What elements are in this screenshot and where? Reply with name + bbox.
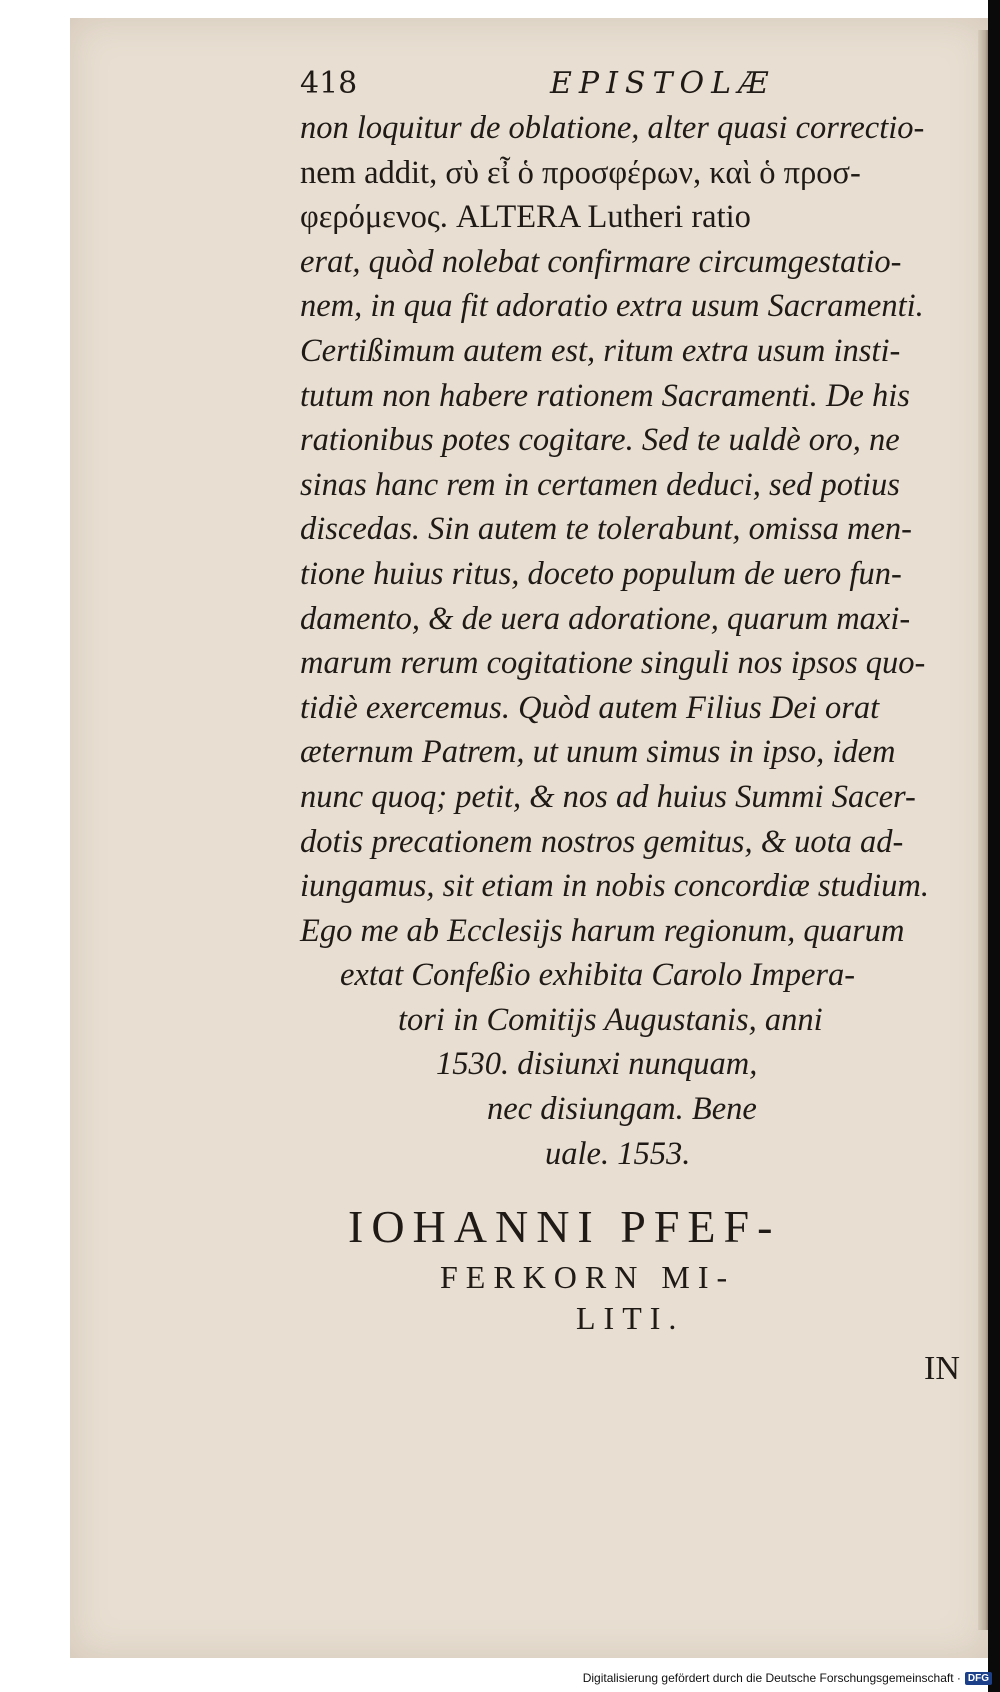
text-line: tidiè exercemus. Quòd autem Filius Dei orat (300, 689, 880, 726)
text-line: nem, in qua fit adoratio extra usum Sacramenti. (300, 288, 924, 325)
letter-heading (300, 1200, 980, 1337)
body-text (300, 106, 980, 1176)
digitization-credit (583, 1666, 992, 1690)
text-line: tione huius ritus, doceto populum de uero fun- (300, 555, 902, 592)
text-line: dotis precationem nostros gemitus, & uota ad- (300, 823, 904, 860)
text-line: tori in Comitijs Augustanis, anni (398, 1001, 823, 1038)
text-line: nunc quoq; petit, & nos ad huius Summi Sacer- (300, 778, 916, 815)
credit-text: Digitalisierung gefördert durch die Deutsche Forschungsgemeinschaft · (582, 1671, 961, 1685)
text-line: æternum Patrem, ut unum simus in ipso, idem (300, 734, 896, 771)
text-line: rationibus potes cogitare. Sed te ualdè oro, ne (300, 422, 900, 459)
heading-line: FERKORN MI- (440, 1259, 736, 1295)
text-line: sinas hanc rem in certamen deduci, sed potius (300, 466, 900, 503)
text-line: extat Confeßio exhibita Carolo Impera- (340, 957, 856, 994)
page-header (300, 66, 900, 106)
heading-line: LITI. (576, 1300, 685, 1336)
text-line: Ego me ab Ecclesijs harum regionum, quarum (300, 912, 905, 949)
text-line: Certißimum autem est, ritum extra usum insti- (300, 332, 901, 369)
heading-line: IOHANNI PFEF- (348, 1201, 781, 1252)
text-line: discedas. Sin autem te tolerabunt, omissa men- (300, 511, 913, 548)
text-line: non loquitur de oblatione, alter quasi correctio- (300, 110, 925, 146)
text-line: nem addit, σὺ εἶ ὁ προσφέρων, καὶ ὁ προσ- (300, 154, 861, 191)
text-line: marum rerum cogitatione singuli nos ipsos quo- (300, 645, 926, 682)
page-number: 418 (300, 66, 358, 101)
text-line: φερόμενος. ALTERA Lutheri ratio (300, 199, 751, 236)
text-line: uale. 1553. (545, 1135, 691, 1172)
text-line: nec disiungam. Bene (487, 1091, 757, 1128)
text-line: erat, quòd nolebat confirmare circumgestatio- (300, 243, 902, 280)
scan-border (988, 0, 1000, 1692)
text-line: damento, & de uera adoratione, quarum maxi- (300, 600, 911, 637)
catchword: IN (924, 1350, 960, 1387)
text-line: 1530. disiunxi nunquam, (436, 1046, 758, 1083)
dfg-logo: DFG (965, 1672, 992, 1685)
text-line: tutum non habere rationem Sacramenti. De his (300, 377, 910, 414)
running-title: EPISTOLÆ (550, 66, 776, 101)
text-line: iungamus, sit etiam in nobis concordiæ studium. (300, 868, 929, 905)
